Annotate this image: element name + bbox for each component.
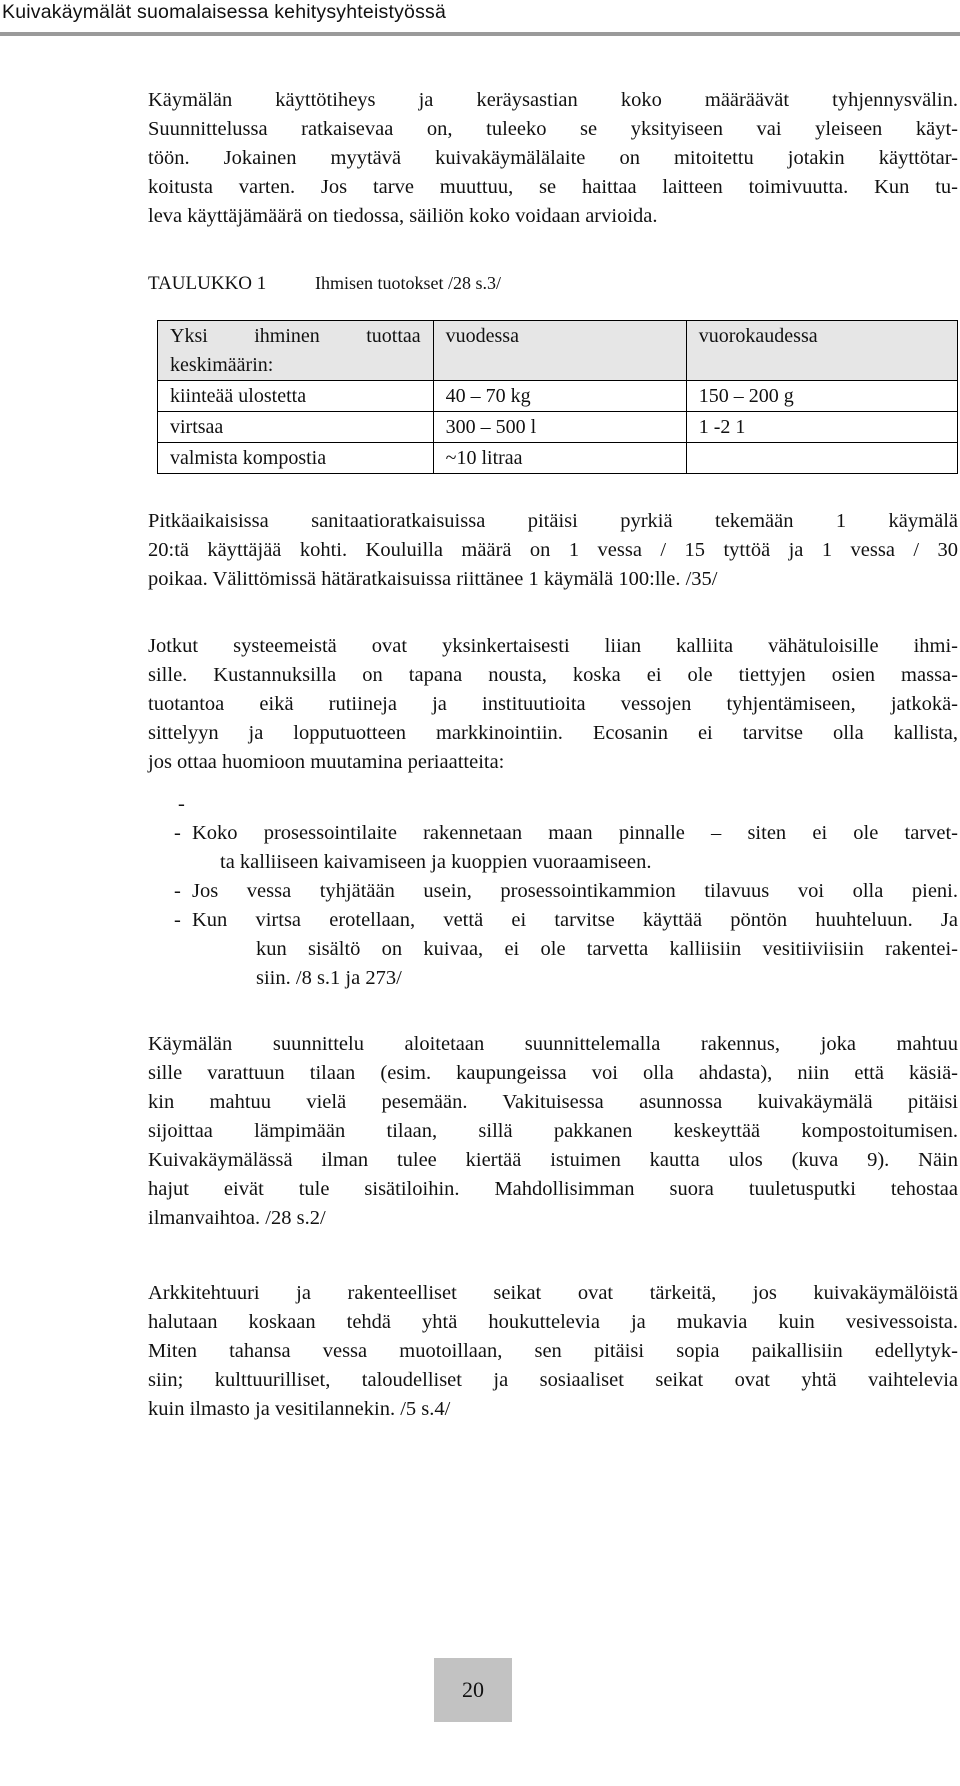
list-item-line: Koko prosessointilaite rakennetaan maan pinnalle – siten ei ole tarvet- [192,822,958,844]
text-line: Arkkitehtuuri ja rakenteelliset seikat ovat tärkeitä, jos kuivakäymälöistä [148,1282,958,1304]
text-line: Miten tahansa vessa muotoillaan, sen pitäisi sopia paikallisiin edellytyk- [148,1340,958,1362]
principles-list [148,790,958,993]
table-caption-label: TAULUKKO 1 [148,273,267,294]
text-line: sijoittaa lämpimään tilaan, sillä pakkanen keskeyttää kompostoitumisen. [148,1120,958,1142]
text-line: Käymälän suunnittelu aloitetaan suunnittelemalla rakennus, joka mahtuu [148,1033,958,1055]
table-cell: virtsaa [158,412,434,443]
list-item-line: siin. /8 s.1 ja 273/ [256,967,402,989]
table-header-row [158,321,958,381]
paragraph-costs [148,632,958,777]
paragraph-architecture [148,1279,958,1424]
paragraph-toilet-design [148,1030,958,1233]
list-item-line: Kun virtsa erotellaan, vettä ei tarvitse käyttää pöntön huuhteluun. Ja [192,909,958,931]
table-row [158,381,958,412]
text-line: hajut eivät tule sisätiloihin. Mahdollisimman suora tuuletusputki tehostaa [148,1178,958,1200]
dash-bullet: - [174,909,181,931]
text-line: sille. Kustannuksilla on tapana nousta, koska ei ole tiettyjen osien massa- [148,664,958,686]
text-line: tuotantoa eikä rutiineja ja instituutioita vessojen tyhjentämiseen, jatkokä- [148,693,958,715]
text-line: siin; kulttuurilliset, taloudelliset ja sosiaaliset seikat ovat yhtä vaihtelevia [148,1369,958,1391]
page-header [0,0,960,36]
text-line: leva käyttäjämäärä on tiedossa, säiliön koko voidaan arvioida. [148,205,658,227]
list-item [148,790,958,819]
table-caption-text: Ihmisen tuotokset /28 s.3/ [315,273,501,293]
table-cell: 300 – 500 l [433,412,686,443]
page-number: 20 [434,1658,512,1722]
list-item [148,877,958,906]
text-line: halutaan koskaan tehdä yhtä houkuttelevia ja mukavia kuin vesivessoista. [148,1311,958,1333]
table-row [158,443,958,474]
text-line: ilmanvaihtoa. /28 s.2/ [148,1207,326,1229]
header-title: Kuivakäymälät suomalaisessa kehitysyhteistyössä [2,1,447,23]
paragraph-usage-frequency [148,86,958,231]
list-item [148,906,958,993]
table-header-cell: vuorokaudessa [686,321,957,381]
list-item [148,819,958,877]
text-line: Käymälän käyttötiheys ja keräysastian koko määräävät tyhjennysvälin. [148,89,958,111]
paragraph-users-per-toilet [148,507,958,594]
header-line: keskimäärin: [170,354,274,376]
table-row [158,412,958,443]
table-cell: ~10 litraa [433,443,686,474]
dash-bullet: - [178,793,185,815]
table-header-cell [158,321,434,381]
table-header-cell: vuodessa [433,321,686,381]
dash-bullet: - [174,880,181,902]
text-line: kin mahtuu vielä pesemään. Vakituisessa asunnossa kuivakäymälä pitäisi [148,1091,958,1113]
table-cell: kiinteää ulostetta [158,381,434,412]
list-item-line: kun sisältö on kuivaa, ei ole tarvetta kalliisiin vesitiiviisiin rakentei- [256,938,958,960]
text-line: Kuivakäymälässä ilman tulee kiertää istuimen kautta ulos (kuva 9). Näin [148,1149,958,1171]
text-line: Jotkut systeemeistä ovat yksinkertaisesti liian kalliita vähätuloisille ihmi- [148,635,958,657]
text-line: kuin ilmasto ja vesitilannekin. /5 s.4/ [148,1398,451,1420]
table-cell: 150 – 200 g [686,381,957,412]
list-item-line: Jos vessa tyhjätään usein, prosessointikammion tilavuus voi olla pieni. [192,880,958,902]
text-line: koitusta varten. Jos tarve muuttuu, se haittaa laitteen toimivuutta. Kun tu- [148,176,958,198]
table-caption [148,270,501,297]
list-item-line: ta kalliiseen kaivamiseen ja kuoppien vuoraamiseen. [220,851,652,873]
dash-bullet: - [174,822,181,844]
text-line: Suunnittelussa ratkaisevaa on, tuleeko se yksityiseen vai yleiseen käyt- [148,118,958,140]
text-line: sittelyyn ja lopputuotteen markkinointiin. Ecosanin ei tarvitse olla kallista, [148,722,958,744]
text-line: 20:tä käyttäjää kohti. Kouluilla määrä on 1 vessa / 15 tyttöä ja 1 vessa / 30 [148,539,958,561]
text-line: sille varattuun tilaan (esim. kaupungeissa voi olla ahdasta), niin että käsiä- [148,1062,958,1084]
header-line: Yksi ihminen tuottaa [170,325,421,347]
table-cell: 40 – 70 kg [433,381,686,412]
text-line: Pitkäaikaisissa sanitaatioratkaisuissa pitäisi pyrkiä tekemään 1 käymälä [148,510,958,532]
table-cell: 1 -2 1 [686,412,957,443]
text-line: poikaa. Välittömissä hätäratkaisuissa riittänee 1 käymälä 100:lle. /35/ [148,568,718,590]
text-line: jos ottaa huomioon muutamina periaatteita: [148,751,505,773]
text-line: töön. Jokainen myytävä kuivakäymälälaite on mitoitettu jotakin käyttötar- [148,147,958,169]
human-output-table [157,320,958,474]
table-cell: valmista kompostia [158,443,434,474]
table-cell [686,443,957,474]
